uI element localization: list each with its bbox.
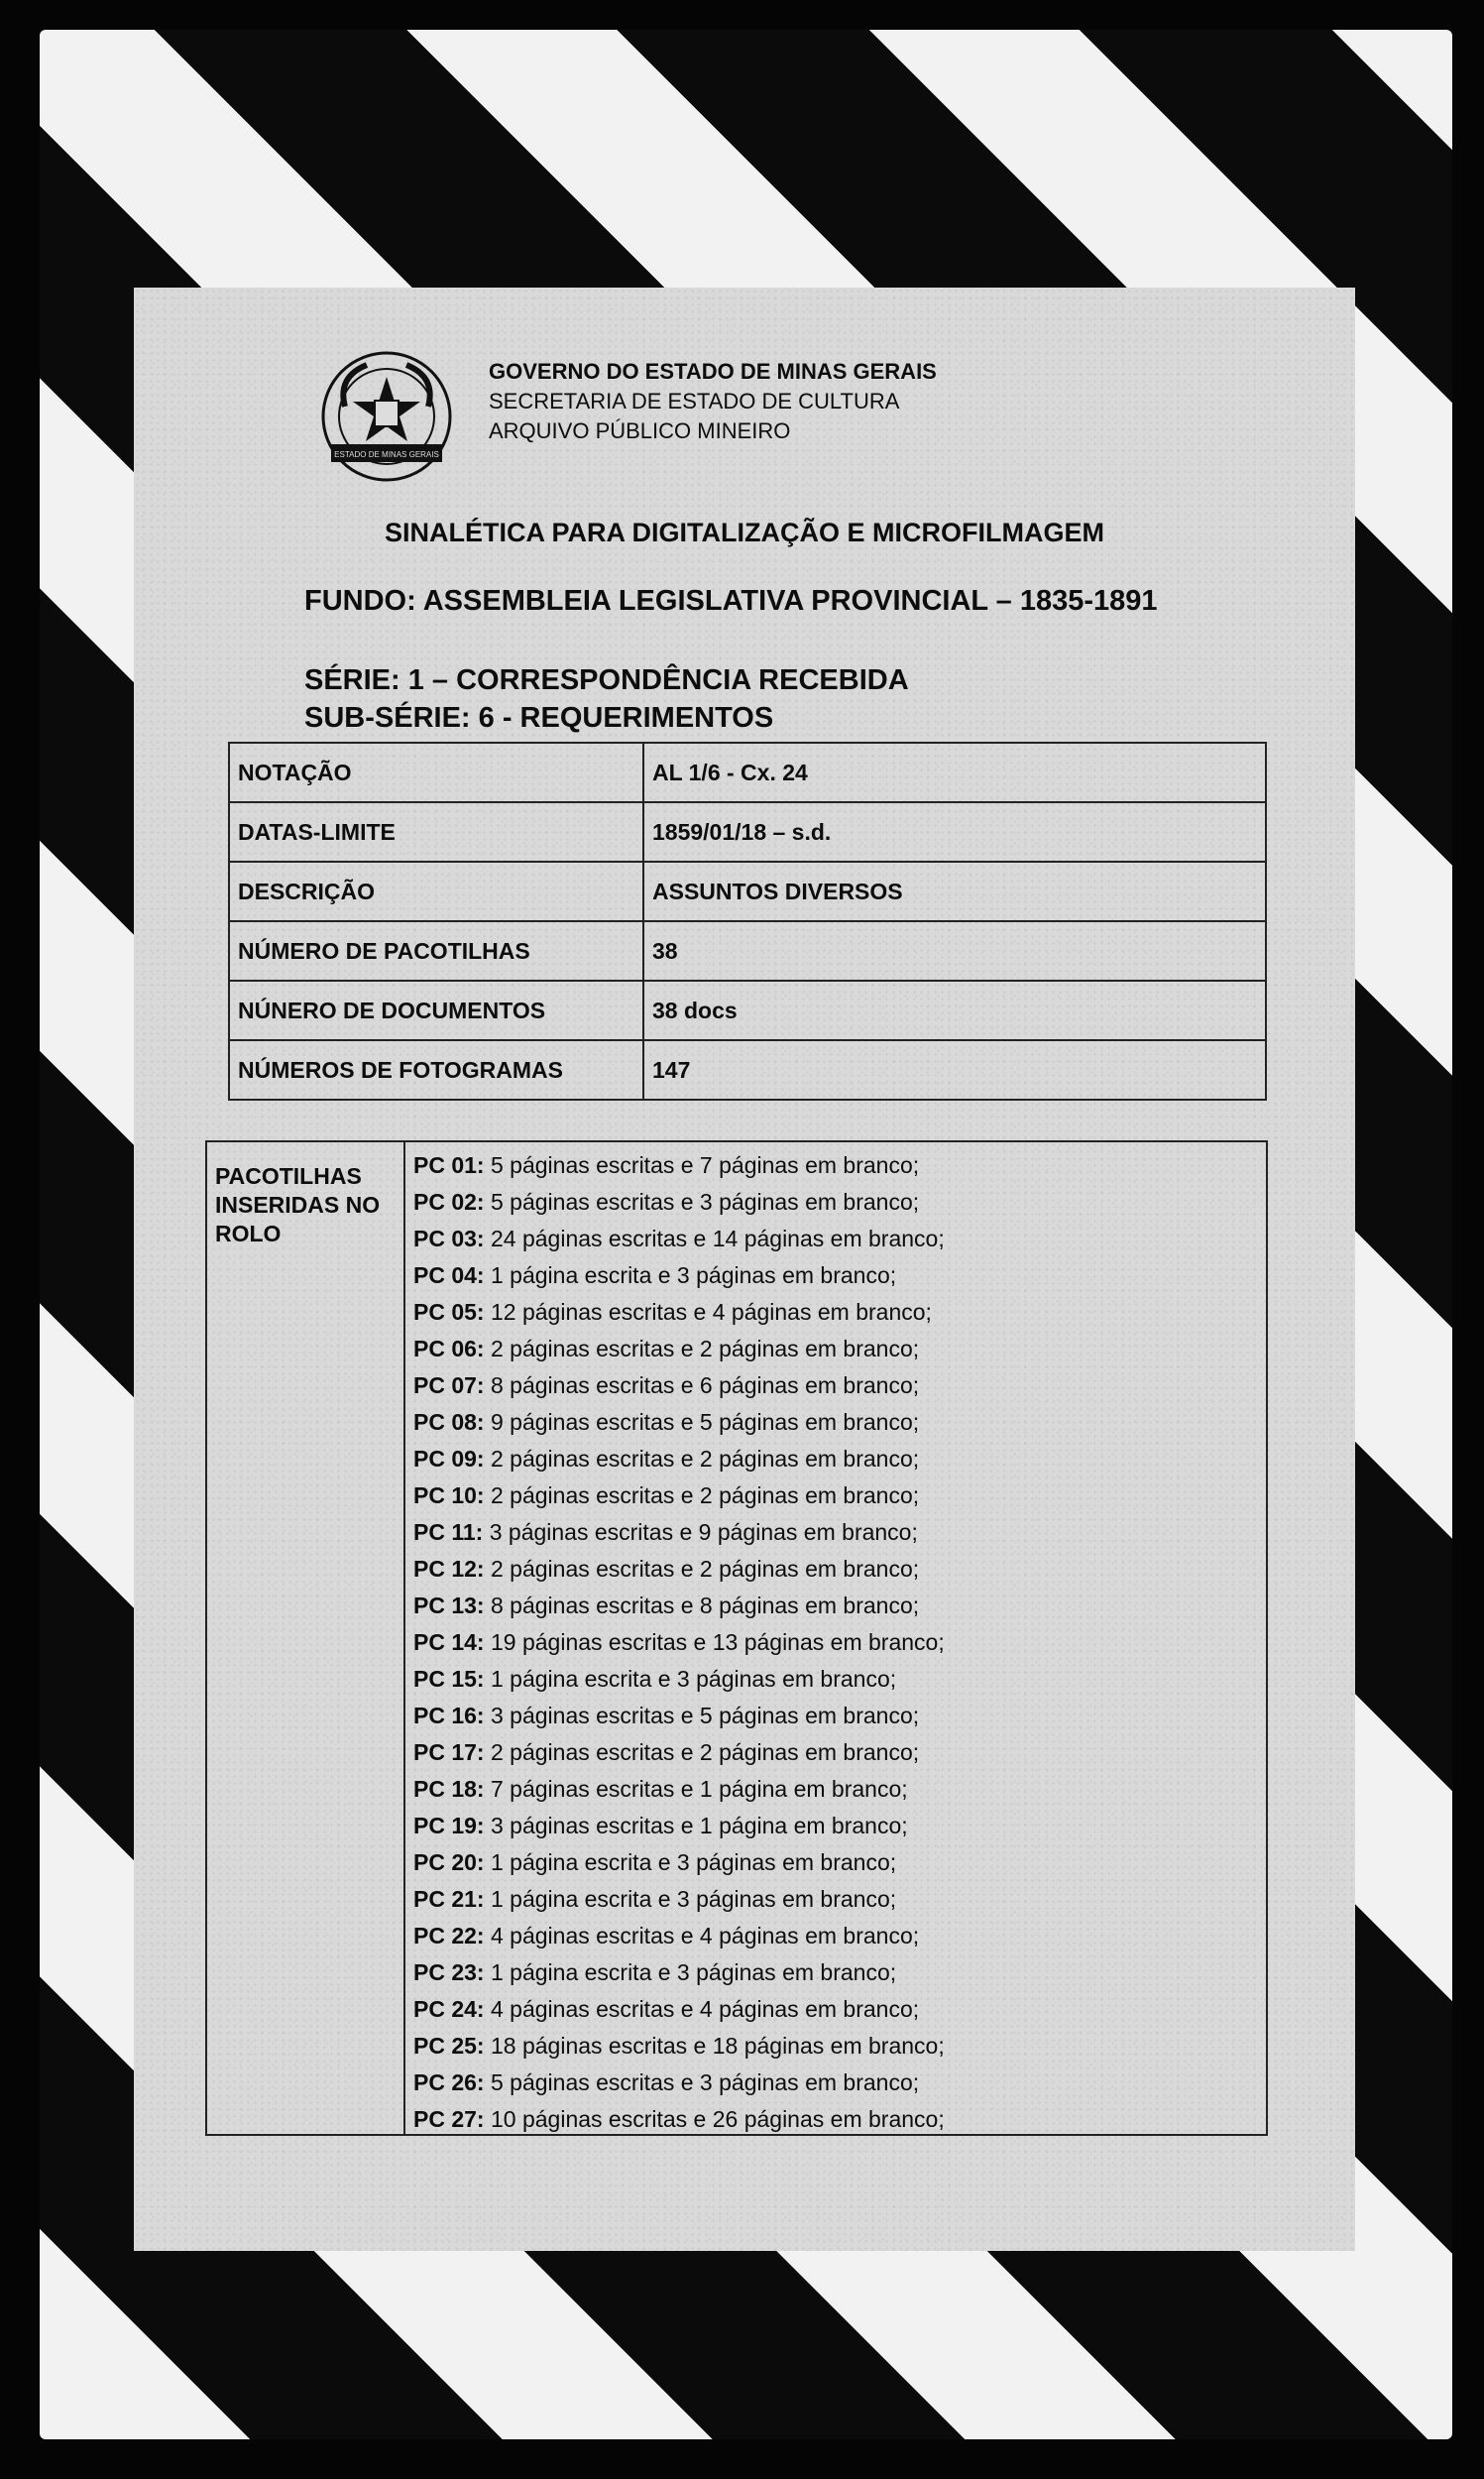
pacotilha-code: PC 18:	[413, 1776, 485, 1802]
pacotilha-description: 19 páginas escritas e 13 páginas em branco;	[484, 1629, 945, 1655]
pacotilha-code: PC 04:	[413, 1262, 485, 1288]
list-item	[413, 1991, 1266, 2028]
pacotilha-description: 1 página escrita e 3 páginas em branco;	[484, 1849, 897, 1875]
pacotilha-description: 24 páginas escritas e 14 páginas em branco;	[484, 1226, 945, 1251]
pacotilha-code: PC 02:	[413, 1189, 485, 1215]
pacotilha-code: PC 14:	[413, 1629, 485, 1655]
pacotilha-code: PC 19:	[413, 1813, 485, 1838]
list-item	[413, 1331, 1266, 1367]
pacotilha-code: PC 10:	[413, 1482, 485, 1508]
meta-value: 38	[643, 921, 1266, 981]
pacotilha-description: 1 página escrita e 3 páginas em branco;	[484, 1666, 897, 1692]
document-title: SINALÉTICA PARA DIGITALIZAÇÃO E MICROFILMAGEM	[385, 518, 1104, 547]
meta-value: AL 1/6 - Cx. 24	[643, 743, 1266, 802]
institution-header	[489, 357, 937, 446]
list-item	[413, 1954, 1266, 1991]
pacotilha-description: 5 páginas escritas e 3 páginas em branco;	[484, 1189, 920, 1215]
pacotilha-description: 2 páginas escritas e 2 páginas em branco;	[484, 1336, 920, 1361]
pacotilha-code: PC 12:	[413, 1556, 485, 1582]
pacotilha-code: PC 23:	[413, 1959, 485, 1985]
pacotilha-code: PC 11:	[413, 1519, 484, 1545]
pacotilha-code: PC 09:	[413, 1446, 485, 1472]
metadata-table	[228, 742, 1267, 1101]
pacotilha-code: PC 03:	[413, 1226, 485, 1251]
list-item	[413, 1771, 1266, 1808]
table-row	[229, 981, 1266, 1040]
pacotilha-description: 7 páginas escritas e 1 página em branco;	[484, 1776, 908, 1802]
list-item	[413, 2028, 1266, 2065]
subserie-heading: SUB-SÉRIE: 6 - REQUERIMENTOS	[304, 702, 774, 734]
pacotilha-description: 18 páginas escritas e 18 páginas em branco;	[484, 2033, 945, 2059]
pacotilha-description: 8 páginas escritas e 8 páginas em branco;	[484, 1593, 920, 1618]
archive-name: ARQUIVO PÚBLICO MINEIRO	[489, 418, 791, 443]
fundo-heading: FUNDO: ASSEMBLEIA LEGISLATIVA PROVINCIAL – 1835-1891	[304, 585, 1158, 617]
list-item	[413, 1147, 1266, 1184]
meta-label: DESCRIÇÃO	[229, 862, 643, 921]
pacotilha-description: 2 páginas escritas e 2 páginas em branco;	[484, 1556, 920, 1582]
list-item	[413, 1808, 1266, 1844]
secretariat-name: SECRETARIA DE ESTADO DE CULTURA	[489, 389, 900, 413]
meta-value: ASSUNTOS DIVERSOS	[643, 862, 1266, 921]
pacotilha-code: PC 17:	[413, 1739, 485, 1765]
pacotilha-description: 2 páginas escritas e 2 páginas em branco;	[484, 1482, 920, 1508]
pacotilha-description: 3 páginas escritas e 9 páginas em branco;	[483, 1519, 918, 1545]
table-row	[229, 1040, 1266, 1100]
list-item	[413, 1404, 1266, 1441]
pacotilha-code: PC 13:	[413, 1593, 485, 1618]
pacotilha-description: 3 páginas escritas e 1 página em branco;	[484, 1813, 908, 1838]
pacotilhas-list	[413, 1147, 1266, 2138]
list-item	[413, 1881, 1266, 1918]
pacotilha-code: PC 06:	[413, 1336, 485, 1361]
meta-label: DATAS-LIMITE	[229, 802, 643, 862]
pacotilha-description: 1 página escrita e 3 páginas em branco;	[484, 1262, 897, 1288]
table-row	[229, 802, 1266, 862]
pacotilha-description: 8 páginas escritas e 6 páginas em branco;	[484, 1372, 920, 1398]
pacotilha-code: PC 01:	[413, 1152, 485, 1178]
list-item	[413, 1661, 1266, 1698]
list-item	[413, 1257, 1266, 1294]
document-card	[134, 288, 1355, 2251]
meta-label: NÚMEROS DE FOTOGRAMAS	[229, 1040, 643, 1100]
list-item	[413, 1588, 1266, 1624]
pacotilhas-label: PACOTILHAS INSERIDAS NO ROLO	[207, 1142, 405, 2134]
list-item	[413, 1624, 1266, 1661]
list-item	[413, 1441, 1266, 1477]
pacotilha-description: 12 páginas escritas e 4 páginas em branco;	[484, 1299, 932, 1325]
list-item	[413, 1551, 1266, 1588]
pacotilha-code: PC 16:	[413, 1703, 485, 1728]
government-name: GOVERNO DO ESTADO DE MINAS GERAIS	[489, 359, 937, 384]
pacotilha-description: 1 página escrita e 3 páginas em branco;	[484, 1959, 897, 1985]
pacotilha-description: 5 páginas escritas e 3 páginas em branco;	[484, 2069, 920, 2095]
pacotilha-code: PC 26:	[413, 2069, 485, 2095]
list-item	[413, 2065, 1266, 2101]
pacotilha-code: PC 25:	[413, 2033, 485, 2059]
meta-label: NÚNERO DE DOCUMENTOS	[229, 981, 643, 1040]
pacotilha-code: PC 15:	[413, 1666, 485, 1692]
list-item	[413, 1184, 1266, 1221]
pacotilha-code: PC 20:	[413, 1849, 485, 1875]
list-item	[413, 1698, 1266, 1734]
serie-heading: SÉRIE: 1 – CORRESPONDÊNCIA RECEBIDA	[304, 664, 909, 696]
list-item	[413, 1221, 1266, 1257]
meta-label: NOTAÇÃO	[229, 743, 643, 802]
pacotilha-code: PC 27:	[413, 2106, 485, 2132]
pacotilha-description: 5 páginas escritas e 7 páginas em branco;	[484, 1152, 920, 1178]
meta-value: 38 docs	[643, 981, 1266, 1040]
list-item	[413, 2101, 1266, 2138]
meta-label: NÚMERO DE PACOTILHAS	[229, 921, 643, 981]
table-row	[229, 743, 1266, 802]
coat-of-arms-seal	[317, 347, 456, 486]
pacotilhas-table	[205, 1140, 1268, 2136]
pacotilha-description: 4 páginas escritas e 4 páginas em branco;	[484, 1996, 920, 2022]
pacotilha-description: 2 páginas escritas e 2 páginas em branco;	[484, 1739, 920, 1765]
pacotilha-code: PC 08:	[413, 1409, 485, 1435]
pacotilha-code: PC 07:	[413, 1372, 485, 1398]
svg-text:ESTADO DE MINAS GERAIS: ESTADO DE MINAS GERAIS	[334, 450, 439, 459]
list-item	[413, 1477, 1266, 1514]
pacotilha-code: PC 22:	[413, 1923, 485, 1948]
meta-value: 147	[643, 1040, 1266, 1100]
pacotilha-description: 2 páginas escritas e 2 páginas em branco;	[484, 1446, 920, 1472]
list-item	[413, 1918, 1266, 1954]
meta-value: 1859/01/18 – s.d.	[643, 802, 1266, 862]
pacotilha-description: 1 página escrita e 3 páginas em branco;	[484, 1886, 897, 1912]
pacotilha-description: 10 páginas escritas e 26 páginas em branco;	[484, 2106, 945, 2132]
list-item	[413, 1367, 1266, 1404]
list-item	[413, 1294, 1266, 1331]
pacotilha-code: PC 05:	[413, 1299, 485, 1325]
list-item	[413, 1844, 1266, 1881]
pacotilha-code: PC 24:	[413, 1996, 485, 2022]
pacotilha-code: PC 21:	[413, 1886, 485, 1912]
list-item	[413, 1514, 1266, 1551]
table-row	[229, 862, 1266, 921]
pacotilha-description: 9 páginas escritas e 5 páginas em branco;	[484, 1409, 920, 1435]
list-item	[413, 1734, 1266, 1771]
pacotilha-description: 3 páginas escritas e 5 páginas em branco;	[484, 1703, 920, 1728]
pacotilha-description: 4 páginas escritas e 4 páginas em branco;	[484, 1923, 920, 1948]
table-row	[229, 921, 1266, 981]
